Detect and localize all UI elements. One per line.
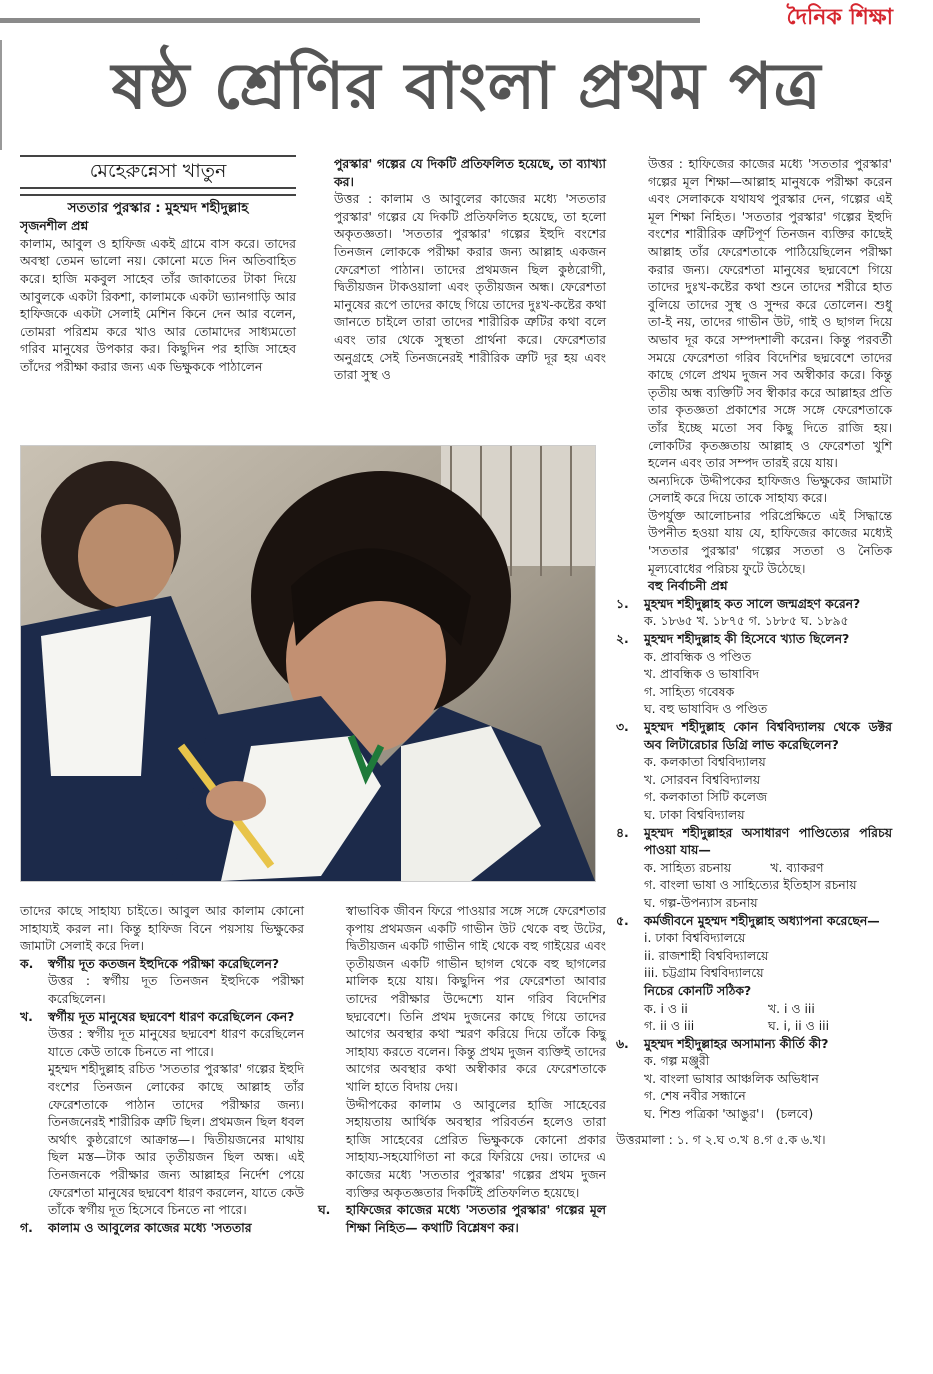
stimulus-text: কালাম, আবুল ও হাফিজ একই গ্রামে বাস করে। তাদের অবস্থা তেমন ভালো নয়। কোনো মতে দিন অতিবাহিত করে। হাজি মকবুল সাহেব তাঁর জাকাতের টাকা দিয়ে আবুলকে একটা রিকশা, কালামকে একটা ভ্যানগাড়ি আর হাফিজকে একটা সেলাই মেশিন কিনে দেন আর বলেন, তোমরা পরিশ্রম করে খাও আর তোমাদের সাধ্যমতো গরিব মানুষের উপকার কর। কিছুদিন পর হাজি সাহেব তাঁদের পরীক্ষা করার জন্য এক ভিক্ষুককে পাঠালেন	[20, 235, 296, 374]
masthead-brand	[700, 5, 933, 30]
question-gh: ঘ. হাফিজের কাজের মধ্যে 'সততার পুরস্কার' গল্পের মূল শিক্ষা নিহিত— কথাটি বিশ্লেষণ কর।	[318, 1202, 606, 1235]
question-g-continued: পুরস্কার' গল্পের যে দিকটি প্রতিফলিত হয়েছে, তা ব্যাখ্যা কর।	[334, 156, 606, 189]
question-g: গ. কালাম ও আবুলের কাজের মধ্যে 'সততার	[20, 1219, 252, 1235]
mcq-2: ২. মুহম্মদ শহীদুল্লাহ কী হিসেবে খ্যাত ছিলেন? ক. প্রাবন্ধিক ও পণ্ডিত খ. প্রাবন্ধিক ও ভাষাবিদ গ. সাহিত্য গবেষক ঘ. বহু ভাষাবিদ ও পণ্ডিত	[616, 631, 850, 717]
mcq-6: ৬. মুহম্মদ শহীদুল্লাহর অসামান্য কীর্তি কী? ক. গল্প মঞ্জুরী খ. বাংলা ভাষার আঞ্চলিক অভিধান গ. শেষ নবীর সন্ধানে ঘ. শিশু পত্রিকা 'আঙুর'। (চলবে)	[616, 1035, 829, 1122]
section-mcq: বহু নির্বাচনী প্রশ্ন	[648, 578, 728, 594]
answer-gh-p3: উপর্যুক্ত আলোচনার পরিপ্রেক্ষিতে এই সিদ্ধান্তে উপনীত হওয়া যায় যে, হাফিজের কাজের মধ্যেই 'সততার পুরস্কার' গল্পের সততা ও নৈতিক মূল্যবোধের পরিচয় ফুটে উঠেছে।	[648, 507, 892, 576]
question-kh: খ. স্বর্গীয় দূত মানুষের ছদ্মবেশ ধারণ করেছিলেন কেন? উত্তর : স্বর্গীয় দূত মানুষের ছদ্মবেশ ধারণ করেছিলেন যাতে কেউ তাকে চিনতে না পারে। মুহম্মদ শহীদুল্লাহ রচিত 'সততার পুরস্কার' গল্পের ইহুদি বংশের তিনজন লোকের কাছে আল্লাহ তাঁর ফেরেশতাকে পাঠান তাদের পরীক্ষার জন্য। তিনজনেরই শারীরিক ত্রুটি ছিল। প্রথমজন ছিল ধবল অর্থাৎ কুষ্ঠরোগে আক্রান্ত—। দ্বিতীয়জনের মাথায় ছিল মস্ত—টাক আর তৃতীয়জন ছিল অন্ধ। এই তিনজনকে পরীক্ষার জন্য আল্লাহর নির্দেশ পেয়ে ফেরেশতা মানুষের ছদ্মবেশ ধারণ করলেন, যাতে কেউ তাঁকে স্বর্গীয় দূত হিসেবে চিনতে না পারে।	[20, 1008, 304, 1218]
mcq-1: ১. মুহম্মদ শহীদুল্লাহ কত সালে জন্মগ্রহণ করেন? ক. ১৮৬৫ খ. ১৮৭৫ গ. ১৮৮৫ ঘ. ১৮৯৫	[616, 595, 861, 629]
stimulus-continued: তাদের কাছে সাহায্য চাইতে। আবুল আর কালাম কোনো সাহায্যই করল না। কিন্তু হাফিজ বিনে পয়সায় ভিক্ষুকের জামাটা সেলাই করে দিল।	[20, 903, 304, 954]
page-title: ষষ্ঠ শ্রেণির বাংলা প্রথম পত্র	[111, 49, 822, 124]
answer-g-conclusion: উদ্দীপকের কালাম ও আবুলের হাজি সাহেবের সহায়তায় আর্থিক অবস্থার পরিবর্তন হলেও তারা হাজি সাহেবের প্রেরিত ভিক্ষুককে কোনো প্রকার সাহায্য-সহযোগিতা না করে ফিরিয়ে দেয়। তাদের এ কাজের মধ্যে 'সততার পুরস্কার' গল্পের প্রথম দুজন ব্যক্তির অকৃতজ্ঞতার দিকটিই প্রতিফলিত হয়েছে।	[346, 1096, 606, 1200]
column-2-bottom	[318, 902, 606, 1236]
column-3	[616, 155, 892, 1148]
column-2-top	[334, 155, 606, 384]
mcq-3: ৩. মুহম্মদ শহীদুল্লাহ কোন বিশ্ববিদ্যালয় থেকে ডক্টর অব লিটারেচার ডিগ্রি লাভ করেছিলেন? ক. কলকাতা বিশ্ববিদ্যালয় খ. সোরবন বিশ্ববিদ্যালয় গ. কলকাতা সিটি কলেজ ঘ. ঢাকা বিশ্ববিদ্যালয়	[616, 719, 892, 822]
photo-illustration	[21, 446, 595, 881]
author-name: মেহেরুন্নেসা খাতুন	[20, 155, 296, 189]
masthead-brand-text: দৈনিক শিক্ষা	[786, 5, 893, 30]
mcq-4: ৪. মুহম্মদ শহীদুল্লাহর অসাধারণ পাণ্ডিত্যের পরিচয় পাওয়া যায়— ক. সাহিত্য রচনায় খ. ব্যাকরণ গ. বাংলা ভাষা ও সাহিত্যের ইতিহাস রচনায় ঘ. গল্প-উপন্যাস রচনায়	[616, 824, 892, 910]
answer-g-text: উত্তর : কালাম ও আবুলের কাজের মধ্যে 'সততার পুরস্কার' গল্পের যে দিকটি প্রতিফলিত হয়েছে, তা হলো অকৃতজ্ঞতা। 'সততার পুরস্কার' গল্পের ইহুদি বংশের তিনজন লোককে পরীক্ষা করার জন্য আল্লাহ একজন ফেরেশতা পাঠান। তাদের প্রথমজন ছিল কুষ্ঠরোগী, দ্বিতীয়জন টাকওয়ালা এবং তৃতীয়জন অন্ধ। ফেরেশতা মানুষের রূপে তাদের কাছে গিয়ে তাদের দুঃখ-কষ্টের কথা জানতে চাইলে তারা তাদের শারীরিক ত্রুটির কথা বলে এবং তার থেকে সুস্থতা প্রার্থনা করে। ফেরেশতার অনুগ্রহে সেই তিনজনেরই শারীরিক ত্রুটি দূর হয় এবং তারা সুস্থ ও	[334, 191, 606, 383]
photo-student-writing	[20, 445, 596, 882]
question-k: ক. স্বর্গীয় দূত কতজন ইহুদিকে পরীক্ষা করেছিলেন? উত্তর : স্বর্গীয় দূত তিনজন ইহুদিকে পরীক্ষা করেছিলেন।	[20, 955, 304, 1006]
answer-gh-text: উত্তর : হাফিজের কাজের মধ্যে 'সততার পুরস্কার' গল্পের মূল শিক্ষা—আল্লাহ মানুষকে পরীক্ষা করেন এবং সেলাককে যথাযথ পুরস্কার দেন, গল্পের এই মূল শিক্ষা নিহিত। 'সততার পুরস্কার' গল্পের ইহুদি বংশের শারীরিক ত্রুটিপূর্ণ তিনজন ব্যক্তির কাছেই আল্লাহ তাঁর ফেরেশতাকে পাঠিয়েছিলেন পরীক্ষা করার জন্য। ফেরেশতা মানুষের ছদ্মবেশে গিয়ে তাদের দুঃখ-কষ্টের কথা শুনে তাদের শরীরে হাত বুলিয়ে তাদের সুস্থ ও সুন্দর করে তোলেন। শুধু তা-ই নয়, তাদের গাভীন উট, গাই ও ছাগল দিয়ে অভাব দূর করে সম্পদশালী করেন। কিন্তু পরবর্তী সময়ে ফেরেশতা গরিব বিদেশির ছদ্মবেশে তাদের কাছে গেলে প্রথম দুজন সব অস্বীকার করে। কিন্তু তৃতীয় অন্ধ ব্যক্তিটি সব স্বীকার করে আল্লাহর প্রতি তার কৃতজ্ঞতা প্রকাশের সঙ্গে সঙ্গে ফেরেশতাকে তাঁর ইচ্ছে মতো সব কিছু দিতে রাজি হয়। লোকটির কৃতজ্ঞতায় আল্লাহ ও ফেরেশতা খুশি হলেন এবং তার সম্পদ তারই রয়ে যায়।	[648, 156, 892, 471]
lesson-title: সততার পুরস্কার : মুহম্মদ শহীদুল্লাহ	[67, 199, 249, 216]
answer-kh-para: মুহম্মদ শহীদুল্লাহ রচিত 'সততার পুরস্কার' গল্পের ইহুদি বংশের তিনজন লোকের কাছে আল্লাহ তাঁর ফেরেশতাকে পাঠান তাদের পরীক্ষার জন্য। তিনজনেরই শারীরিক ত্রুটি ছিল। প্রথমজন ছিল ধবল অর্থাৎ কুষ্ঠরোগে আক্রান্ত—। দ্বিতীয়জনের মাথায় ছিল মস্ত—টাক আর তৃতীয়জন ছিল অন্ধ। এই তিনজনকে পরীক্ষার জন্য আল্লাহর নির্দেশ পেয়ে ফেরেশতা মানুষের ছদ্মবেশ ধারণ করলেন, যাতে কেউ তাঁকে স্বর্গীয় দূত হিসেবে চিনতে না পারে।	[48, 1061, 304, 1218]
answer-g-continued: স্বাভাবিক জীবন ফিরে পাওয়ার সঙ্গে সঙ্গে ফেরেশতার কৃপায় প্রথমজন একটি গাভীন উট থেকে বহু উটের, দ্বিতীয়জন একটি গাভীন গাই থেকে বহু গাইয়ের এবং তৃতীয়জন একটি গাভীন ছাগল থেকে বহু ছাগলের মালিক হয়ে যায়। কিছুদিন পর ফেরেশতা আবার তাদের পরীক্ষার উদ্দেশ্যে যান গরিব বিদেশির ছদ্মবেশে। তিনি প্রথম দুজনের কাছে গিয়ে তাদের আগের অবস্থার কথা স্মরণ করিয়ে দিয়ে তাঁকে কিছু সাহায্য করতে বলেন। কিন্তু প্রথম দুজন ব্যক্তিই তাদের আগের অবস্থার কথা অস্বীকার করে ফেরেশতাকে খালি হাতে বিদায় দেয়।	[346, 903, 606, 1094]
answer-key: উত্তরমালা : ১. গ ২.ঘ ৩.খ ৪.গ ৫.ক ৬.খ।	[616, 1131, 826, 1147]
masthead-rule	[0, 18, 700, 23]
section-creative: সৃজনশীল প্রশ্ন	[20, 218, 89, 234]
column-1-bottom	[20, 902, 304, 1236]
column-1-top	[20, 155, 296, 376]
mcq-5: ৫. কর্মজীবনে মুহম্মদ শহীদুল্লাহ অধ্যাপনা করেছেন— i. ঢাকা বিশ্ববিদ্যালয়ে ii. রাজশাহী বিশ্ববিদ্যালয়ে iii. চট্টগ্রাম বিশ্ববিদ্যালয়ে নিচের কোনটি সঠিক? ক. i ও ii খ. i ও iii গ. ii ও iii ঘ. i, ii ও iii	[616, 912, 880, 1034]
answer-gh-p2: অন্যদিকে উদ্দীপকের হাফিজও ভিক্ষুকের জামাটা সেলাই করে দিয়ে তাকে সাহায্য করে।	[648, 472, 892, 506]
